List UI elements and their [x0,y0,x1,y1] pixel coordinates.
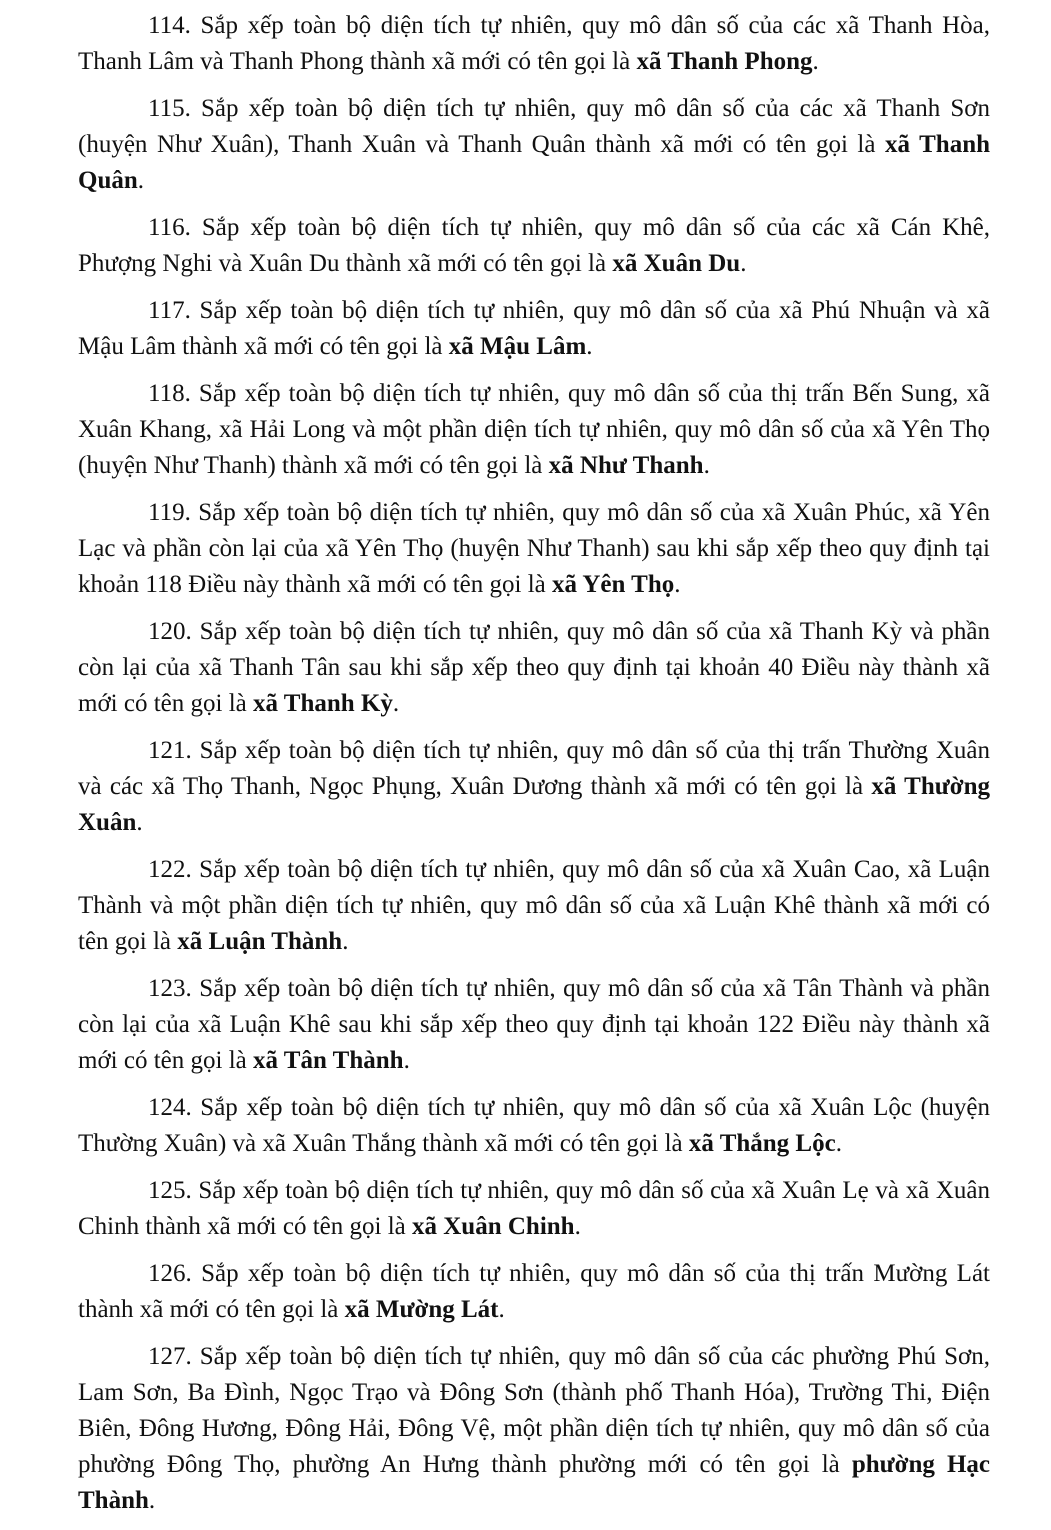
paragraph-118 [78,376,990,484]
paragraph-text: Sắp xếp toàn bộ diện tích tự nhiên, quy mô dân số của các xã Thanh Hòa, Thanh Lâm và Thanh Phong thành xã mới có tên gọi là [78,12,991,75]
paragraph-text: Sắp xếp toàn bộ diện tích tự nhiên, quy mô dân số của xã Tân Thành và phần còn lại của xã Luận Khê sau khi sắp xếp theo quy định tại khoản 122 Điều này thành xã mới có tên gọi là [78,975,991,1074]
paragraph-text: Sắp xếp toàn bộ diện tích tự nhiên, quy mô dân số của các phường Phú Sơn, Lam Sơn, Ba Đình, Ngọc Trạo và Đông Sơn (thành phố Thanh Hóa), Trường Thi, Điện Biên, Đông Hương, Đông Hải, Đông Vệ, một phần diện tích tự nhiên, quy mô dân số của phường Đông Thọ, phường An Hưng thành phường mới có tên gọi là [78,1343,990,1478]
paragraph-end: . [586,333,593,360]
paragraph-124 [78,1090,990,1162]
paragraph-number: 126. [148,1260,192,1287]
paragraph-125 [78,1173,990,1245]
paragraph-number: 118. [148,380,191,407]
paragraph-121 [78,733,990,841]
paragraph-123 [78,971,990,1079]
paragraph-number: 124. [148,1094,192,1121]
paragraph-122 [78,852,990,960]
paragraph-number: 121. [148,737,192,764]
new-unit-name: xã Như Thanh [548,452,704,479]
paragraph-end: . [403,1047,410,1074]
paragraph-end: . [674,571,681,598]
paragraph-end: . [498,1296,505,1323]
paragraph-text: Sắp xếp toàn bộ diện tích tự nhiên, quy mô dân số của thị trấn Mường Lát thành xã mới có tên gọi là [78,1260,990,1323]
document-page [78,8,990,1530]
paragraph-number: 114. [148,12,191,39]
paragraph-text: Sắp xếp toàn bộ diện tích tự nhiên, quy mô dân số của xã Thanh Kỳ và phần còn lại của xã Thanh Tân sau khi sắp xếp theo quy định tại khoản 40 Điều này thành xã mới có tên gọi là [78,618,991,717]
paragraph-text: Sắp xếp toàn bộ diện tích tự nhiên, quy mô dân số của xã Phú Nhuận và xã Mậu Lâm thành xã mới có tên gọi là [78,297,991,360]
paragraph-number: 123. [148,975,192,1002]
paragraph-114 [78,8,990,80]
paragraph-end: . [812,48,819,75]
new-unit-name: xã Xuân Du [612,250,741,277]
paragraph-end: . [342,928,349,955]
paragraph-text: Sắp xếp toàn bộ diện tích tự nhiên, quy mô dân số của xã Xuân Lộc (huyện Thường Xuân) và xã Xuân Thắng thành xã mới có tên gọi là [78,1094,990,1157]
new-unit-name: xã Yên Thọ [552,571,675,598]
new-unit-name: xã Thắng Lộc [688,1130,836,1157]
new-unit-name: xã Thanh Quân [78,131,991,194]
paragraph-number: 119. [148,499,191,526]
paragraph-120 [78,614,990,722]
paragraph-end: . [148,1487,156,1514]
new-unit-name: xã Mường Lát [344,1296,499,1323]
paragraph-number: 122. [148,856,192,883]
paragraph-number: 117. [148,297,191,324]
paragraph-number: 115. [148,95,191,122]
paragraph-end: . [740,250,747,277]
paragraph-text: Sắp xếp toàn bộ diện tích tự nhiên, quy mô dân số của các xã Thanh Sơn (huyện Như Xuân), Thanh Xuân và Thanh Quân thành xã mới có tên gọi là [78,95,991,158]
paragraph-number: 116. [148,214,191,241]
new-unit-name: xã Luận Thành [177,928,343,955]
paragraph-end: . [137,167,145,194]
paragraph-end: . [136,809,143,836]
new-unit-name: xã Xuân Chinh [412,1213,575,1240]
new-unit-name: xã Mậu Lâm [448,333,587,360]
new-unit-name: xã Thường Xuân [78,773,990,836]
new-unit-name: xã Tân Thành [253,1047,404,1074]
paragraph-text: Sắp xếp toàn bộ diện tích tự nhiên, quy mô dân số của xã Xuân Lẹ và xã Xuân Chinh thành xã mới có tên gọi là [78,1177,990,1240]
paragraph-text: Sắp xếp toàn bộ diện tích tự nhiên, quy mô dân số của các xã Cán Khê, Phượng Nghi và Xuân Du thành xã mới có tên gọi là [78,214,990,277]
paragraph-end: . [392,690,400,717]
paragraph-end: . [703,452,710,479]
paragraph-text: Sắp xếp toàn bộ diện tích tự nhiên, quy mô dân số của xã Xuân Phúc, xã Yên Lạc và phần còn lại của xã Yên Thọ (huyện Như Thanh) sau khi sắp xếp theo quy định tại khoản 118 Điều này thành xã mới có tên gọi là [78,499,991,598]
paragraph-number: 120. [148,618,192,645]
paragraph-text: Sắp xếp toàn bộ diện tích tự nhiên, quy mô dân số của xã Xuân Cao, xã Luận Thành và một phần diện tích tự nhiên, quy mô dân số của xã Luận Khê thành xã mới có tên gọi là [78,856,990,955]
new-unit-name: xã Thanh Phong [636,48,813,75]
paragraph-end: . [574,1213,581,1240]
paragraph-119 [78,495,990,603]
paragraph-number: 125. [148,1177,192,1204]
paragraph-126 [78,1256,990,1328]
paragraph-text: Sắp xếp toàn bộ diện tích tự nhiên, quy mô dân số của thị trấn Bến Sung, xã Xuân Khang, xã Hải Long và một phần diện tích tự nhiên, quy mô dân số của xã Yên Thọ (huyện Như Thanh) thành xã mới có tên gọi là [78,380,991,479]
new-unit-name: phường Hạc Thành [78,1451,991,1514]
paragraph-127 [78,1339,990,1519]
paragraph-115 [78,91,990,199]
paragraph-text: Sắp xếp toàn bộ diện tích tự nhiên, quy mô dân số của thị trấn Thường Xuân và các xã Thọ Thanh, Ngọc Phụng, Xuân Dương thành xã mới có tên gọi là [78,737,991,800]
paragraph-117 [78,293,990,365]
paragraph-end: . [835,1130,842,1157]
paragraph-116 [78,210,990,282]
new-unit-name: xã Thanh Kỳ [253,690,393,717]
paragraph-number: 127. [148,1343,192,1370]
